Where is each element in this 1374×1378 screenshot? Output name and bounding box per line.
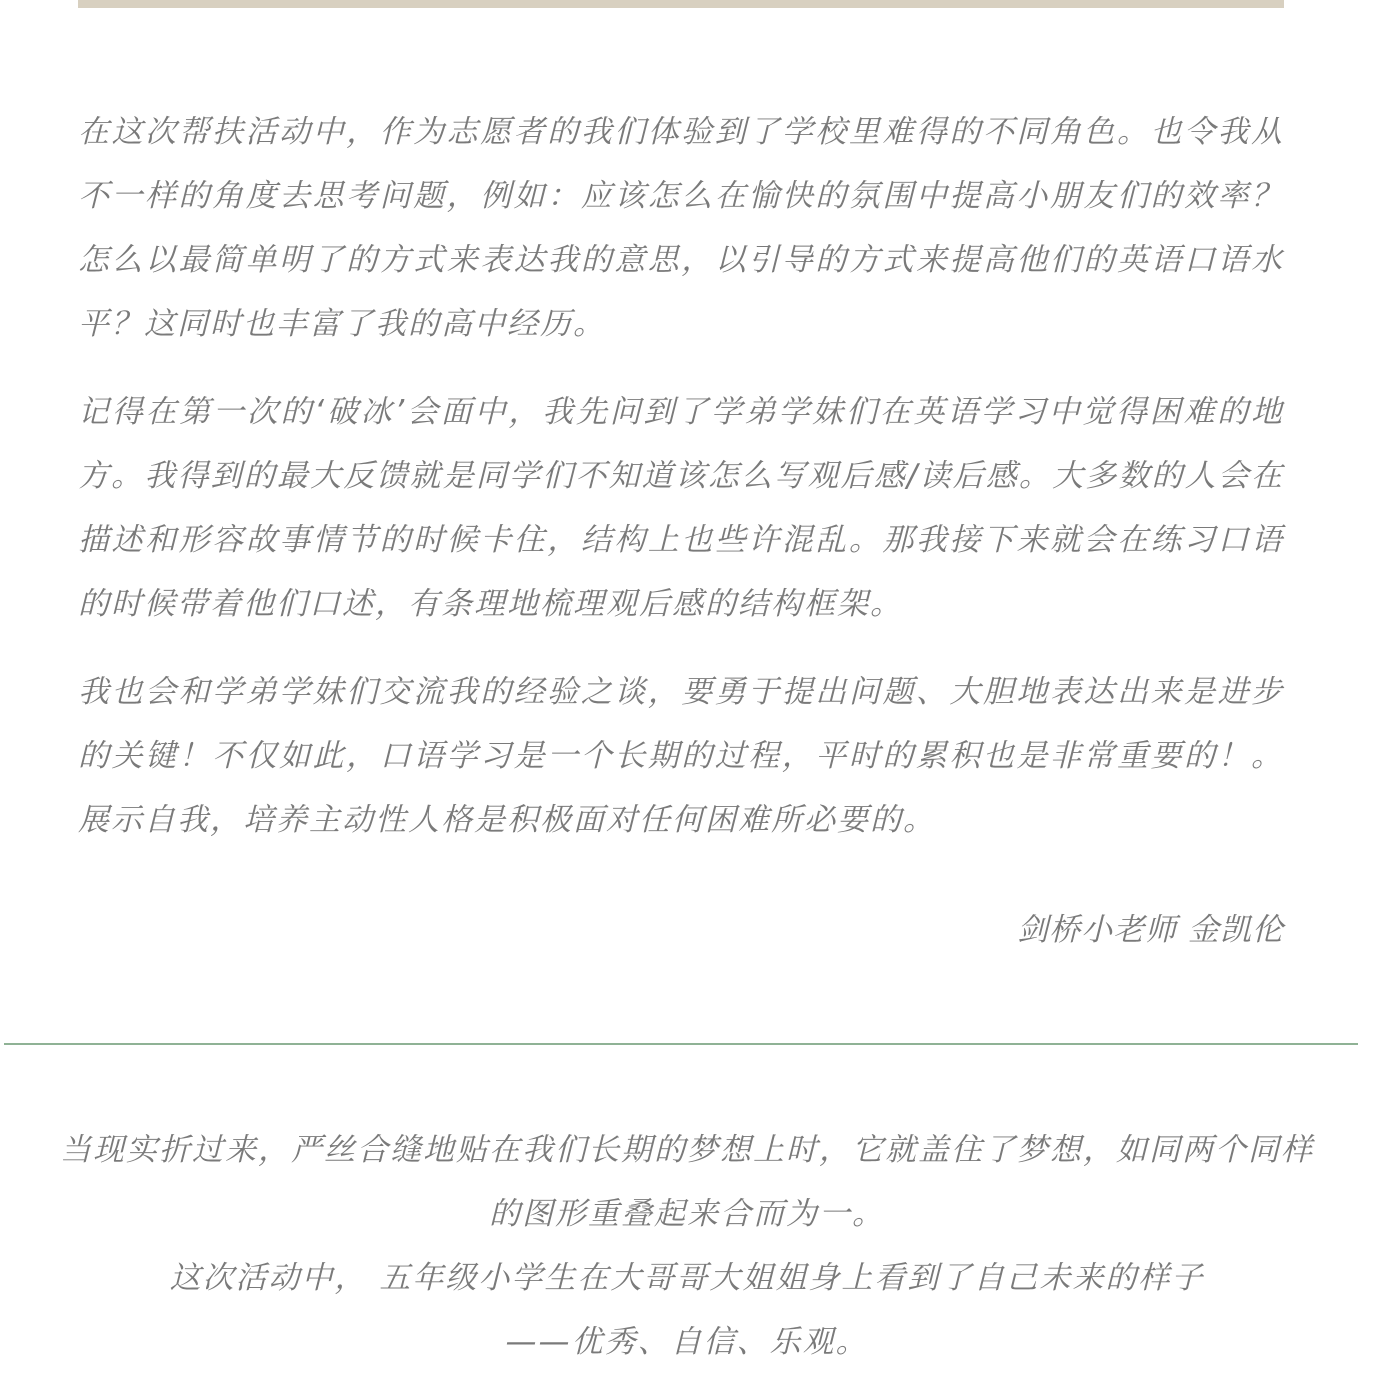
- top-divider: [78, 0, 1284, 8]
- paragraph-1: 在这次帮扶活动中，作为志愿者的我们体验到了学校里难得的不同角色。也令我从不一样的角度去思考问题，例如：应该怎么在愉快的氛围中提高小朋友们的效率？怎么以最简单明了的方式来表达我的意思，以引导的方式来提高他们的英语口语水平？这同时也丰富了我的高中经历。: [78, 114, 1284, 342]
- closing-line-1: 当现实折过来，严丝合缝地贴在我们长期的梦想上时，它就盖住了梦想，如同两个同样: [60, 1132, 1314, 1168]
- section-divider: [4, 1043, 1358, 1045]
- paragraph-3: 我也会和学弟学妹们交流我的经验之谈，要勇于提出问题、大胆地表达出来是进步的关键！不仅如此，口语学习是一个长期的过程，平时的累积也是非常重要的！。展示自我，培养主动性人格是积极面对任何困难所必要的。: [78, 674, 1284, 838]
- paragraph-2: 记得在第一次的‘破冰’会面中，我先问到了学弟学妹们在英语学习中觉得困难的地方。我得到的最大反馈就是同学们不知道该怎么写观后感/读后感。大多数的人会在描述和形容故事情节的时候卡住，结构上也些许混乱。那我接下来就会在练习口语的时候带着他们口述，有条理地梳理观后感的结构框架。: [78, 394, 1284, 622]
- closing-line-3: 这次活动中， 五年级小学生在大哥哥大姐姐身上看到了自己未来的样子: [169, 1260, 1205, 1296]
- closing-quote: [0, 1118, 1374, 1374]
- author-signature: 剑桥小老师 金凯伦: [1017, 912, 1284, 948]
- closing-line-2: 的图形重叠起来合而为一。: [489, 1196, 885, 1232]
- article-body: [78, 100, 1284, 876]
- closing-line-4: ——优秀、自信、乐观。: [505, 1324, 869, 1360]
